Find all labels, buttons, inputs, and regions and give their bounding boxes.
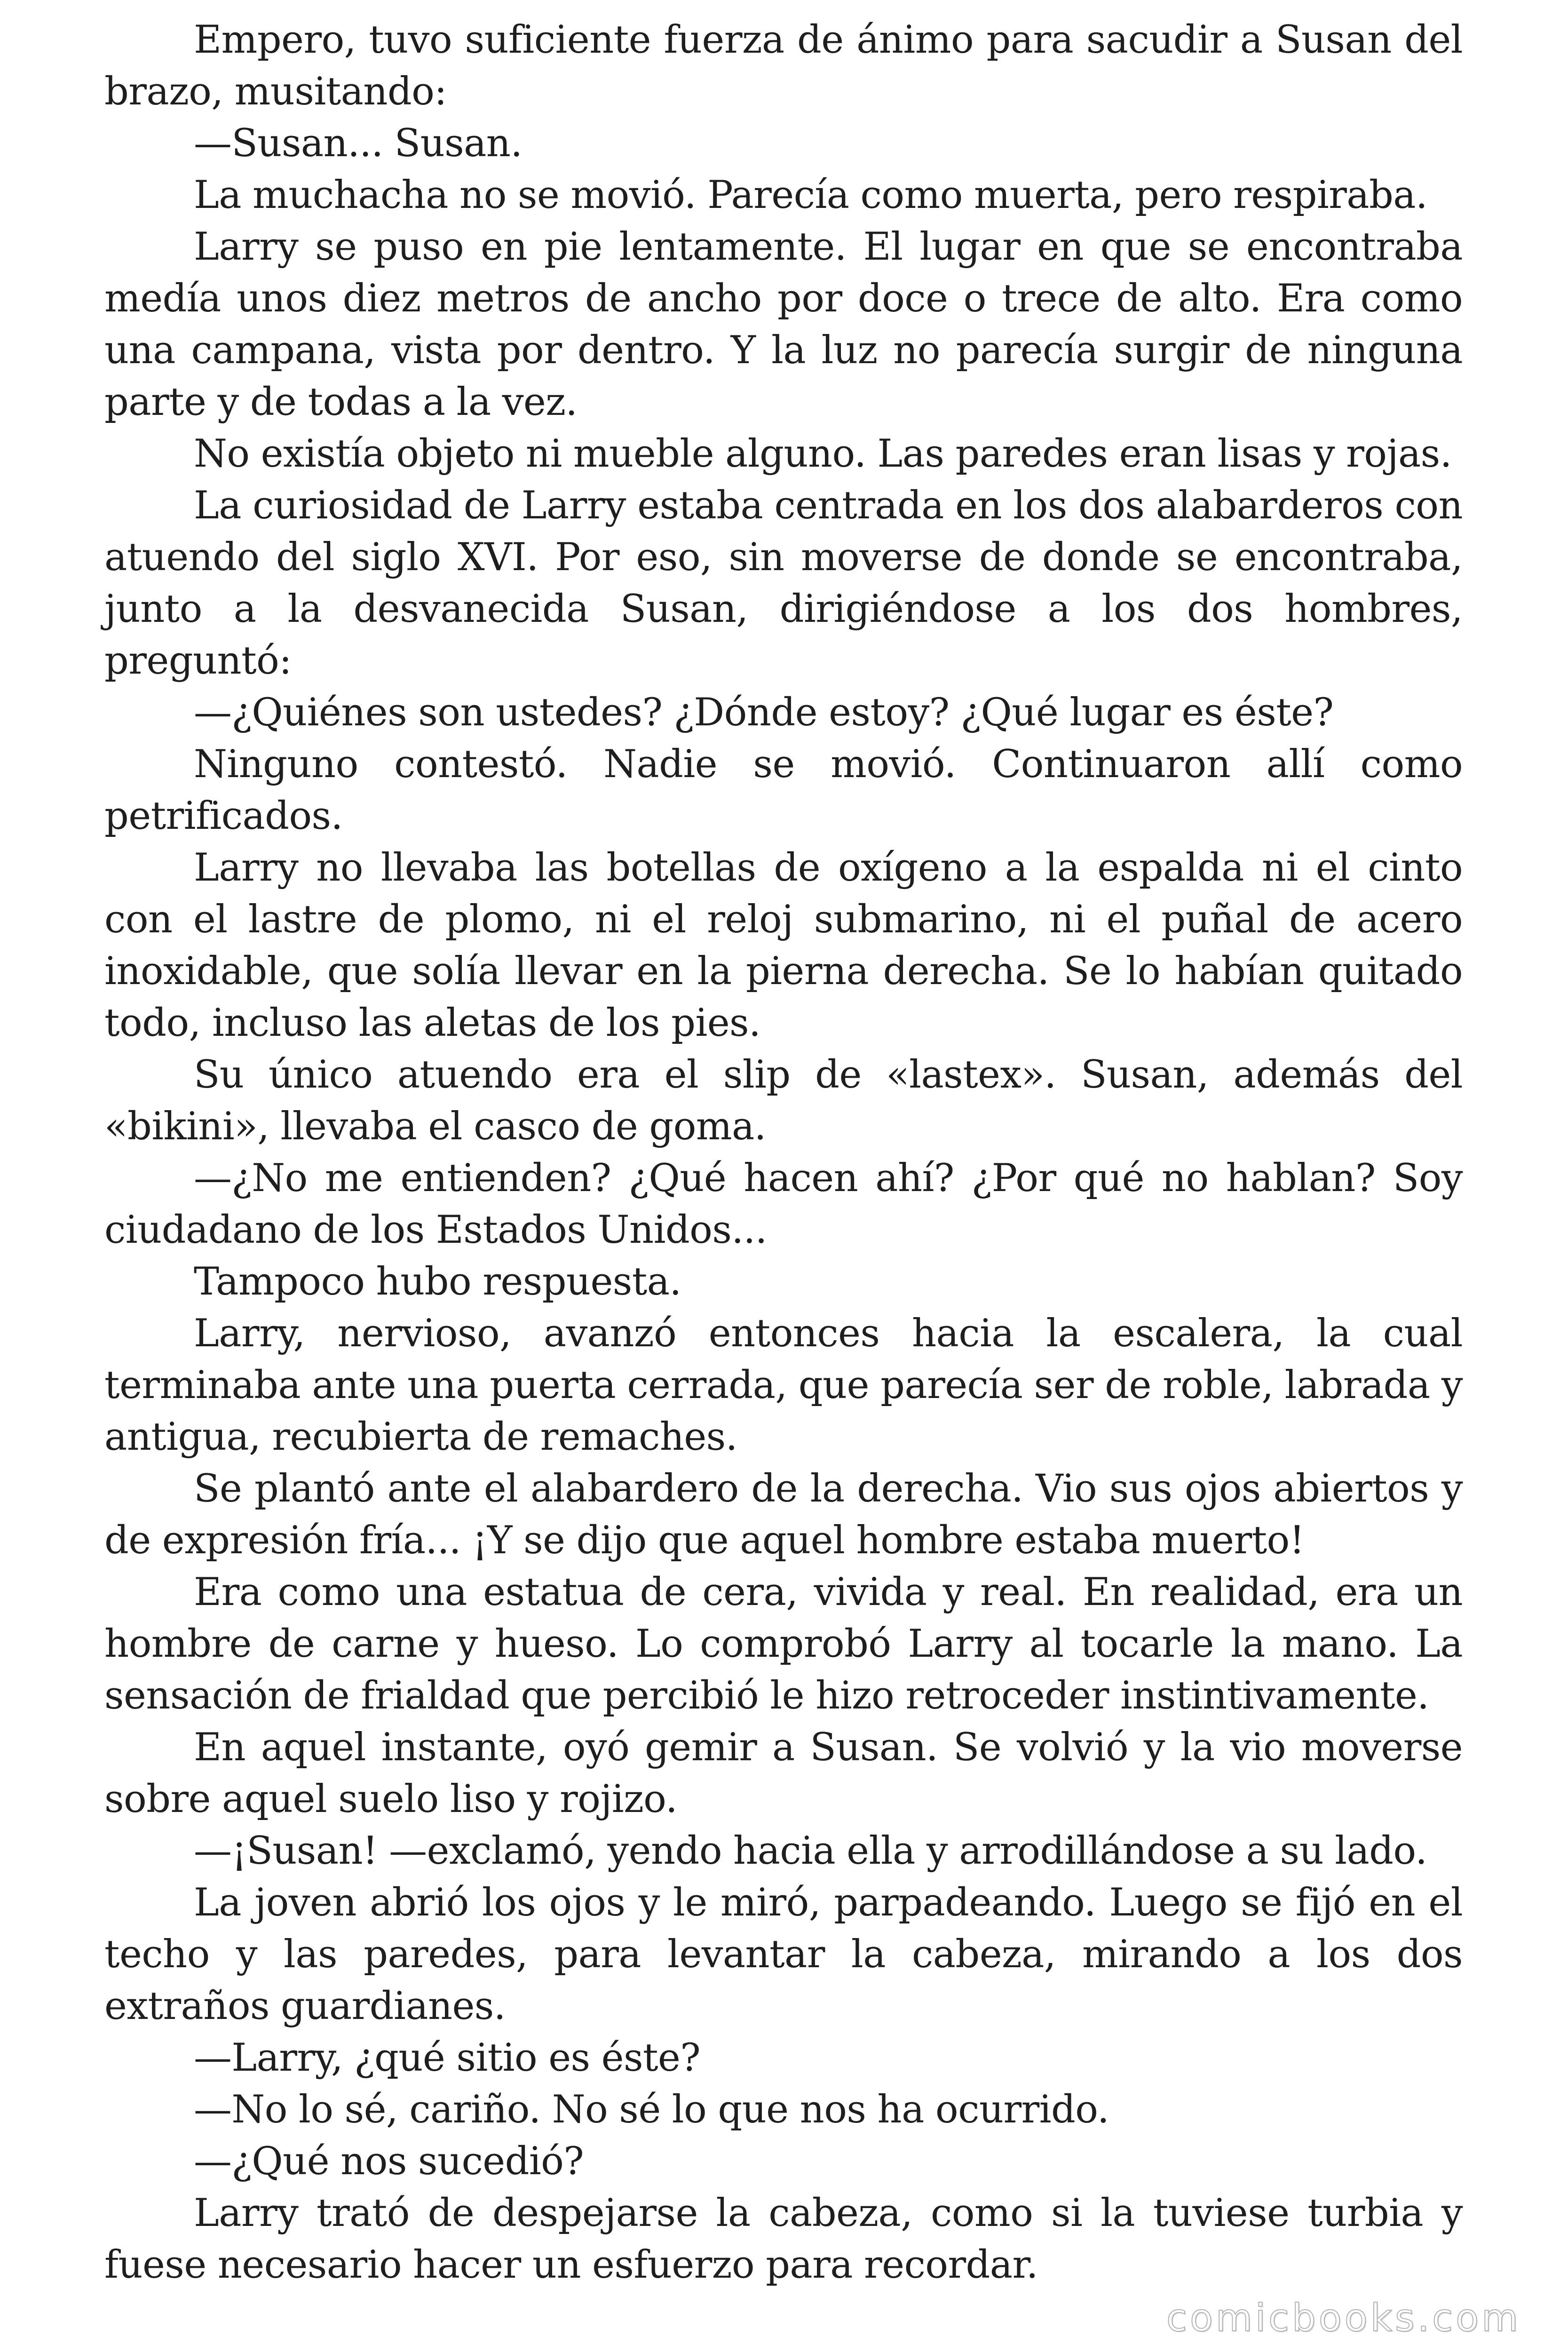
- paragraph: En aquel instante, oyó gemir a Susan. Se volvió y la vio moverse sobre aquel suelo liso y rojizo.: [104, 1725, 1463, 1821]
- paragraph: Larry se puso en pie lentamente. El lugar en que se encontraba medía unos diez metros de ancho por doce o trece de alto. Era como una campana, vista por dentro. Y la luz no parecía surgir de ninguna parte y de todas a la vez.: [104, 225, 1463, 424]
- page-body: [104, 14, 1463, 2291]
- paragraph: Empero, tuvo suficiente fuerza de ánimo para sacudir a Susan del brazo, musitando:: [104, 18, 1463, 114]
- paragraph: Era como una estatua de cera, vivida y real. En realidad, era un hombre de carne y hueso. Lo comprobó Larry al tocarle la mano. La sensación de frialdad que percibió le hizo retroceder instintivamente.: [104, 1570, 1463, 1718]
- paragraph: Larry, nervioso, avanzó entonces hacia la escalera, la cual terminaba ante una puerta cerrada, que parecía ser de roble, labrada y antigua, recubierta de remaches.: [104, 1311, 1463, 1459]
- watermark: comicbooks.com: [1166, 2296, 1521, 2340]
- paragraph: Su único atuendo era el slip de «lastex». Susan, además del «bikini», llevaba el casco de goma.: [104, 1053, 1463, 1149]
- paragraph: Tampoco hubo respuesta.: [194, 1260, 681, 1304]
- paragraph: La muchacha no se movió. Parecía como muerta, pero respiraba.: [194, 173, 1428, 217]
- paragraph: Ninguno contestó. Nadie se movió. Continuaron allí como petrificados.: [104, 742, 1463, 838]
- paragraph: —¡Susan! —exclamó, yendo hacia ella y arrodillándose a su lado.: [194, 1829, 1427, 1873]
- paragraph: Larry no llevaba las botellas de oxígeno a la espalda ni el cinto con el lastre de plomo, ni el reloj submarino, ni el puñal de acero inoxidable, que solía llevar en la pierna derecha. Se lo habían quitado todo, incluso las aletas de los pies.: [104, 846, 1463, 1045]
- paragraph: La joven abrió los ojos y le miró, parpadeando. Luego se fijó en el techo y las paredes, para levantar la cabeza, mirando a los dos extraños guardianes.: [104, 1881, 1463, 2028]
- paragraph: —¿No me entienden? ¿Qué hacen ahí? ¿Por qué no hablan? Soy ciudadano de los Estados Unidos...: [104, 1156, 1463, 1252]
- paragraph: —¿Quiénes son ustedes? ¿Dónde estoy? ¿Qué lugar es éste?: [194, 691, 1334, 735]
- paragraph: Se plantó ante el alabardero de la derecha. Vio sus ojos abiertos y de expresión fría... ¡Y se dijo que aquel hombre estaba muerto!: [104, 1467, 1463, 1563]
- paragraph: No existía objeto ni mueble alguno. Las paredes eran lisas y rojas.: [194, 432, 1452, 476]
- paragraph: —No lo sé, cariño. No sé lo que nos ha ocurrido.: [194, 2088, 1109, 2132]
- paragraph: —Larry, ¿qué sitio es éste?: [194, 2036, 701, 2080]
- paragraph: Larry trató de despejarse la cabeza, como si la tuviese turbia y fuese necesario hacer un esfuerzo para recordar.: [104, 2191, 1463, 2287]
- paragraph: —¿Qué nos sucedió?: [194, 2139, 584, 2184]
- paragraph: —Susan... Susan.: [194, 121, 523, 166]
- paragraph: La curiosidad de Larry estaba centrada en los dos alabarderos con atuendo del siglo XVI. Por eso, sin moverse de donde se encontraba, junto a la desvanecida Susan, dirigiéndose a los dos hombres, preguntó:: [104, 484, 1463, 683]
